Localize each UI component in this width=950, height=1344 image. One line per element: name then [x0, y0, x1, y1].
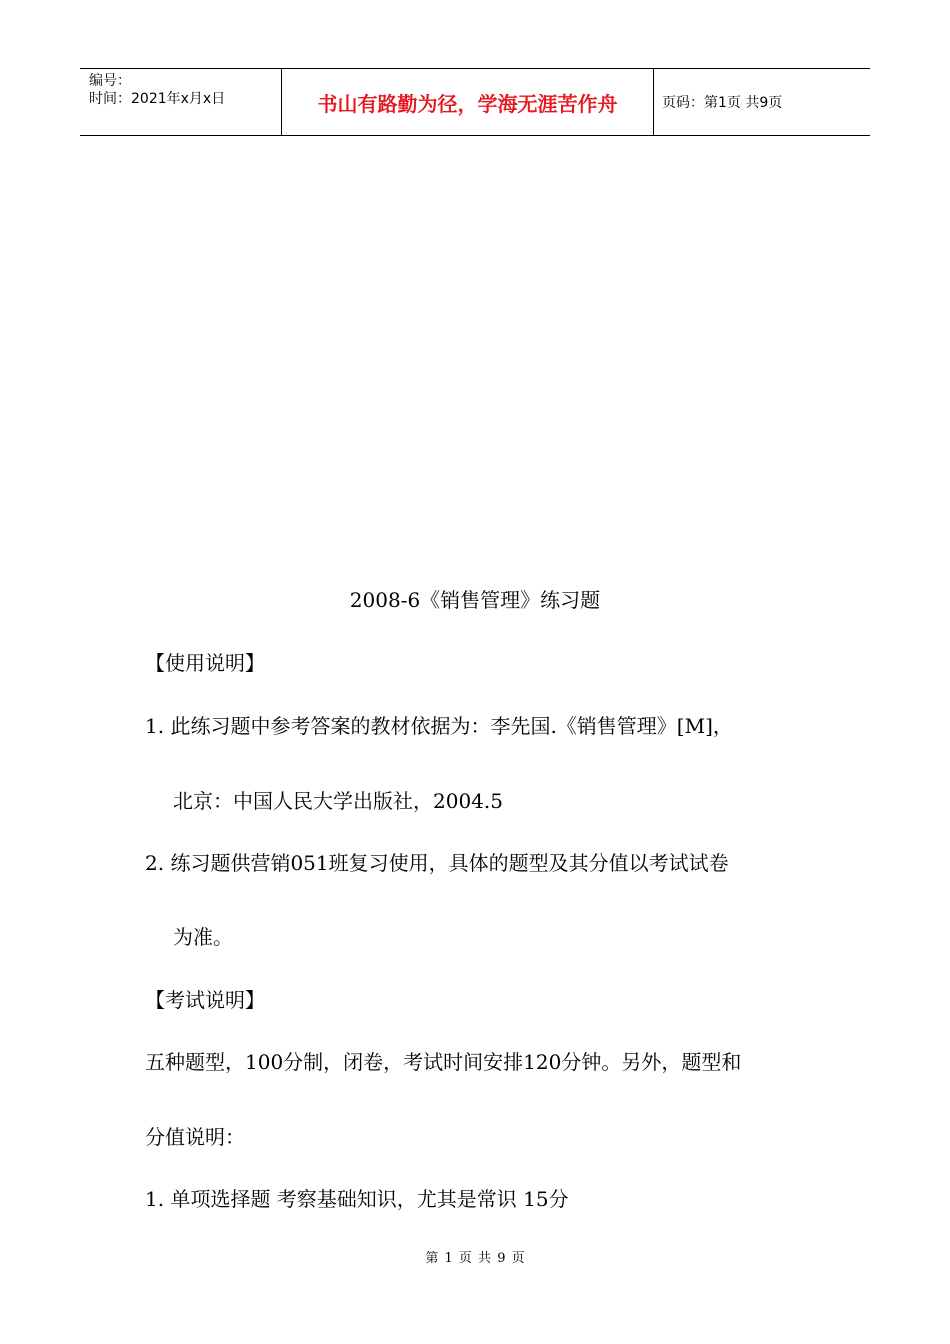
usage-item-1-line-2: 北京：中国人民大学出版社，2004.5: [173, 789, 503, 813]
usage-item-1-line-1: 1. 此练习题中参考答案的教材依据为：李先国.《销售管理》[M]，: [145, 714, 733, 738]
header-motto: 书山有路勤为径，学海无涯苦作舟: [281, 69, 654, 135]
document-title: 2008-6《销售管理》练习题: [349, 588, 601, 612]
time-label: 时间：2021年x月x日: [89, 91, 226, 107]
usage-heading: 【使用说明】: [145, 651, 265, 675]
header-meta: [80, 69, 281, 135]
usage-item-2-line-1: 2. 练习题供营销051班复习使用，具体的题型及其分值以考试试卷: [145, 851, 729, 875]
page-footer: 第 1 页 共 9 页: [425, 1251, 525, 1266]
page-header: [80, 68, 870, 136]
exam-item-1: 1. 单项选择题 考察基础知识，尤其是常识 15分: [145, 1187, 569, 1211]
exam-heading: 【考试说明】: [145, 988, 265, 1012]
exam-desc-line-2: 分值说明：: [145, 1125, 245, 1149]
usage-item-2-line-2: 为准。: [173, 925, 233, 949]
header-page-info: 页码：第1页 共9页: [662, 95, 783, 111]
exam-desc-line-1: 五种题型，100分制，闭卷，考试时间安排120分钟。另外，题型和: [145, 1050, 742, 1074]
number-label: 编号：: [89, 73, 131, 89]
